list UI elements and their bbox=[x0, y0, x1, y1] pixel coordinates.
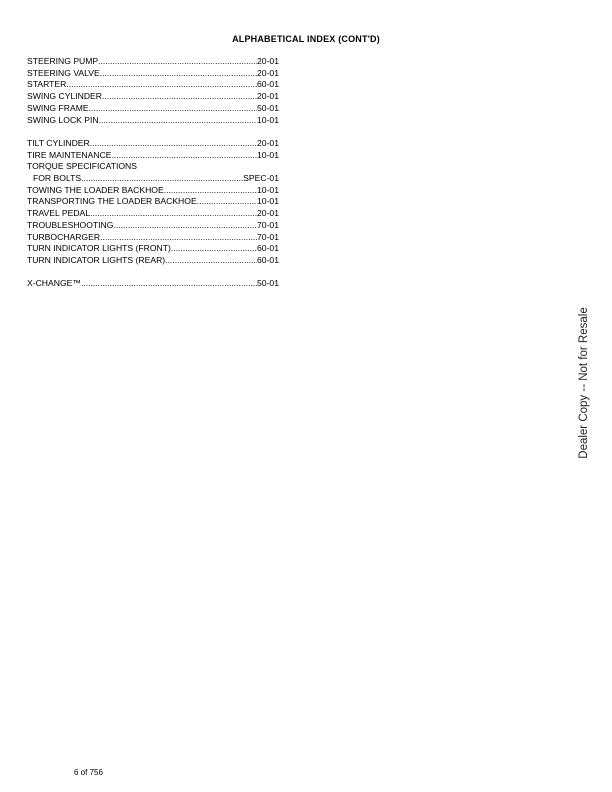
entry-name: TORQUE SPECIFICATIONS bbox=[27, 161, 137, 172]
index-entry[interactable] bbox=[27, 278, 279, 290]
dot-leader bbox=[81, 173, 243, 185]
page-title: ALPHABETICAL INDEX (CONT'D) bbox=[232, 34, 380, 44]
dot-leader bbox=[99, 115, 257, 127]
page-number: 6 of 756 bbox=[74, 768, 103, 777]
entry-page-ref: 10-01 bbox=[257, 184, 279, 195]
index-group bbox=[27, 278, 279, 290]
entry-page-ref: 10-01 bbox=[257, 149, 279, 160]
entry-page-ref: 60-01 bbox=[257, 79, 279, 90]
entry-name: SWING CYLINDER bbox=[27, 91, 102, 102]
index-entry[interactable] bbox=[27, 232, 279, 244]
entry-name: TROUBLESHOOTING bbox=[27, 219, 114, 230]
index-entry[interactable] bbox=[27, 138, 279, 150]
dot-leader bbox=[66, 79, 257, 91]
dot-leader bbox=[100, 232, 257, 244]
index-entry[interactable] bbox=[27, 208, 279, 220]
entry-page-ref: 10-01 bbox=[257, 196, 279, 207]
watermark-text: Dealer Copy -- Not for Resale bbox=[577, 307, 590, 459]
index-entry[interactable] bbox=[27, 243, 279, 255]
dot-leader bbox=[90, 138, 257, 150]
index-entry[interactable] bbox=[27, 150, 279, 162]
dot-leader bbox=[165, 255, 257, 267]
entry-name: STEERING VALVE bbox=[27, 67, 100, 78]
entry-page-ref: 60-01 bbox=[257, 254, 279, 265]
index-entry[interactable] bbox=[27, 185, 279, 197]
entry-name: TILT CYLINDER bbox=[27, 137, 90, 148]
dot-leader bbox=[102, 91, 257, 103]
index-entry[interactable] bbox=[27, 79, 279, 91]
index-entry-heading[interactable] bbox=[27, 161, 279, 173]
dot-leader bbox=[81, 278, 257, 290]
index-entry[interactable] bbox=[27, 173, 279, 185]
index-entry[interactable] bbox=[27, 115, 279, 127]
entry-name: TURN INDICATOR LIGHTS (REAR) bbox=[27, 254, 166, 265]
entry-name: STEERING PUMP bbox=[27, 56, 99, 66]
entry-page-ref: 20-01 bbox=[257, 91, 279, 102]
entry-page-ref: 70-01 bbox=[257, 231, 279, 242]
entry-name: STARTER bbox=[27, 79, 67, 90]
entry-page-ref: 20-01 bbox=[257, 56, 279, 66]
dot-leader bbox=[100, 68, 257, 80]
entry-name: TRANSPORTING THE LOADER BACKHOE bbox=[27, 196, 197, 207]
index-group bbox=[27, 138, 279, 267]
entry-name: SWING FRAME bbox=[27, 102, 89, 113]
dot-leader bbox=[98, 56, 257, 68]
index-entry[interactable] bbox=[27, 56, 279, 68]
entry-name: TURBOCHARGER bbox=[27, 231, 101, 242]
entry-page-ref: 20-01 bbox=[257, 137, 279, 148]
entry-page-ref: 50-01 bbox=[257, 278, 279, 289]
index-entry[interactable] bbox=[27, 220, 279, 232]
entry-page-ref: SPEC-01 bbox=[243, 173, 279, 184]
dot-leader bbox=[113, 220, 257, 232]
dot-leader bbox=[197, 196, 257, 208]
dot-leader bbox=[89, 103, 257, 115]
entry-name: TOWING THE LOADER BACKHOE bbox=[27, 184, 164, 195]
dot-leader bbox=[90, 208, 257, 220]
index-entry[interactable] bbox=[27, 103, 279, 115]
index-entry[interactable] bbox=[27, 255, 279, 267]
index-entry[interactable] bbox=[27, 68, 279, 80]
entry-page-ref: 50-01 bbox=[257, 102, 279, 113]
entry-page-ref: 20-01 bbox=[257, 67, 279, 78]
entry-name: TIRE MAINTENANCE bbox=[27, 149, 112, 160]
dot-leader bbox=[164, 185, 257, 197]
entry-page-ref: 70-01 bbox=[257, 219, 279, 230]
entry-name: FOR BOLTS bbox=[33, 173, 82, 184]
index-entry[interactable] bbox=[27, 91, 279, 103]
index-group bbox=[27, 56, 279, 126]
entry-name: TRAVEL PEDAL bbox=[27, 208, 91, 219]
dot-leader bbox=[171, 243, 257, 255]
entry-page-ref: 10-01 bbox=[257, 114, 279, 125]
entry-name: X-CHANGE™ bbox=[27, 278, 81, 289]
entry-page-ref: 20-01 bbox=[257, 208, 279, 219]
entry-page-ref: 60-01 bbox=[257, 243, 279, 254]
dealer-copy-watermark bbox=[577, 307, 590, 459]
entry-name: TURN INDICATOR LIGHTS (FRONT) bbox=[27, 243, 171, 254]
index-entry[interactable] bbox=[27, 196, 279, 208]
entry-name: SWING LOCK PIN bbox=[27, 114, 99, 125]
alphabetical-index bbox=[27, 56, 279, 302]
dot-leader bbox=[112, 150, 258, 162]
